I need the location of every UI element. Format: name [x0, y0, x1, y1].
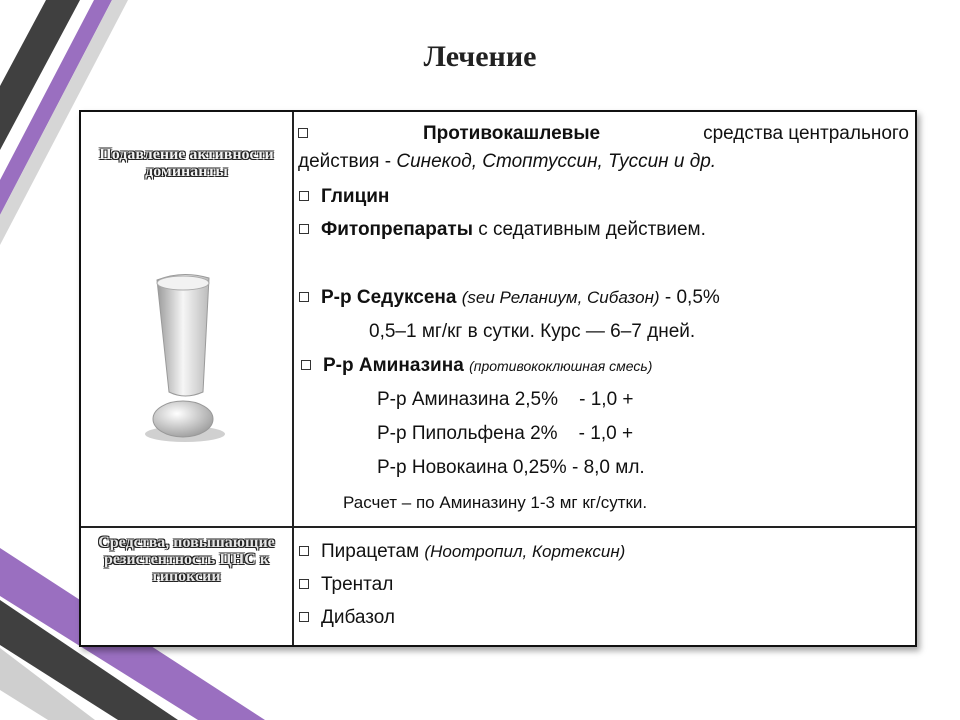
mix-line: Р-р Аминазина 2,5% - 1,0 + — [377, 389, 634, 410]
mix-line: Р-р Новокаина 0,25% - 8,0 мл. — [377, 457, 645, 478]
dibazol-item: Дибазол — [299, 607, 395, 629]
bullet-icon — [301, 360, 311, 370]
treatment-table — [79, 110, 917, 647]
bullet-icon — [299, 579, 309, 589]
column-divider — [292, 112, 294, 645]
exclamation-icon — [137, 272, 247, 447]
antitussive-rest: средства центрального — [703, 123, 909, 144]
antitussive-examples: Синекод, Стоптуссин, Туссин и др. — [396, 151, 717, 172]
page-title: Лечение — [423, 40, 537, 73]
bullet-icon — [299, 224, 309, 234]
row1-label: Подавление активности доминанты — [99, 146, 274, 180]
row2-label: Средства, повышающие резистентность ЦНС к гипоксии — [98, 534, 275, 585]
antitussive-rest2: действия - — [298, 151, 397, 172]
bullet-icon — [299, 191, 309, 201]
antitussive-bold: Противокашлевые — [422, 123, 601, 144]
antitussive-item — [298, 120, 909, 176]
trental-item: Трентал — [299, 574, 393, 596]
aminazine-item: Р-р Аминазина (противококлюшная смесь) — [301, 355, 652, 377]
piracetam-item: Пирацетам (Ноотропил, Кортексин) — [299, 541, 625, 563]
glycine-item: Глицин — [299, 186, 389, 208]
phyto-item: Фитопрепараты с седативным действием. — [299, 219, 706, 241]
bullet-icon — [298, 128, 308, 138]
bullet-icon — [299, 546, 309, 556]
bullet-icon — [299, 612, 309, 622]
bullet-icon — [299, 292, 309, 302]
calculation-note: Расчет – по Аминазину 1-3 мг кг/сутки. — [343, 493, 648, 512]
row-divider — [81, 526, 915, 528]
mix-line: Р-р Пипольфена 2% - 1,0 + — [377, 423, 634, 444]
seduxen-item: Р-р Седуксена (seu Реланиум, Сибазон) - 0,5% — [299, 287, 720, 309]
seduxen-dose: 0,5–1 мг/кг в сутки. Курс — 6–7 дней. — [369, 321, 696, 342]
